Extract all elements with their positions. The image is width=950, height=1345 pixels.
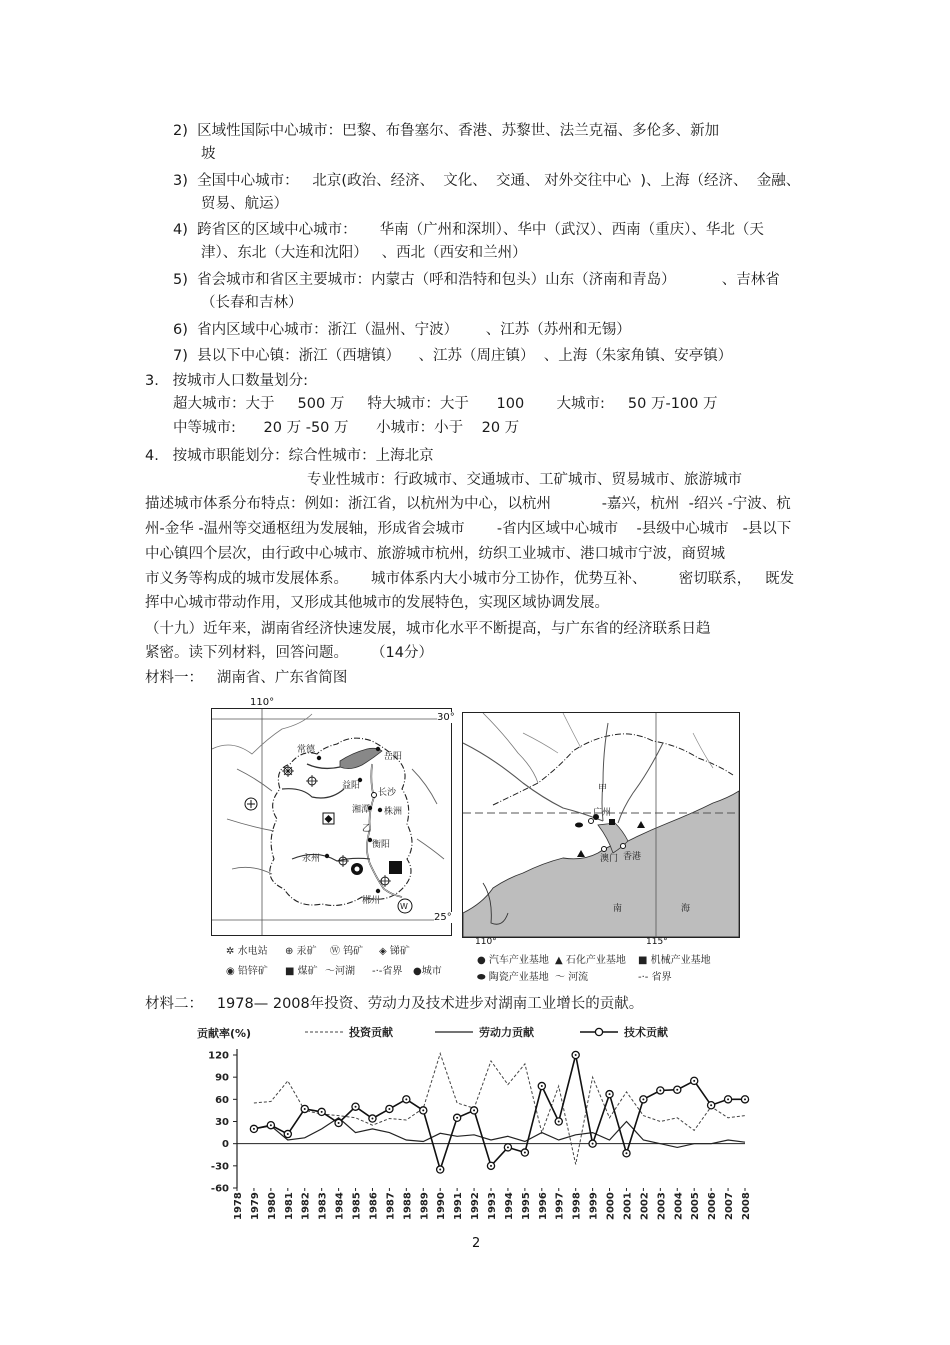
svg-text:W: W bbox=[400, 902, 408, 911]
x-tick-label: 1993 bbox=[487, 1192, 498, 1220]
text-line: 3. 按城市人口数量划分: bbox=[145, 373, 309, 389]
text-line: 描述城市体系分布特点：例如：浙江省，以杭州为中心，以杭州 -嘉兴，杭州 -绍兴 -宁波、杭 bbox=[145, 496, 791, 512]
data-point-center bbox=[270, 1124, 272, 1126]
data-point-center bbox=[473, 1109, 475, 1111]
text-line: 挥中心城市带动作用，又形成其他城市的发展特色，实现区域协调发展。 bbox=[145, 595, 609, 611]
x-tick-label: 1995 bbox=[520, 1192, 532, 1220]
x-tick-label: 1992 bbox=[470, 1192, 482, 1220]
text-line: 5) 省会城市和省区主要城市：内蒙古（呼和浩特和包头）山东（济南和青岛） 、吉林省 bbox=[173, 272, 780, 288]
text-line: 4. 按城市职能划分：综合性城市：上海北京 bbox=[145, 448, 434, 464]
page-number: 2 bbox=[472, 1236, 481, 1251]
x-tick-label: 1998 bbox=[571, 1192, 583, 1220]
lead-zinc-mine-icon bbox=[351, 863, 363, 875]
city-label: 长沙 bbox=[378, 788, 397, 798]
y-tick-label: 0 bbox=[222, 1139, 229, 1151]
coal-mine-icon bbox=[389, 861, 402, 874]
data-point-center bbox=[642, 1098, 644, 1100]
province-boundary-icon: -·- bbox=[638, 972, 649, 983]
x-tick-label: 1981 bbox=[283, 1192, 295, 1220]
hunan-map-lat-top: 30° bbox=[437, 712, 455, 723]
text-line: 材料一： 湖南省、广东省简图 bbox=[145, 670, 348, 686]
petrochemical-industry-icon: ▲ bbox=[555, 955, 563, 966]
x-tick-label: 1991 bbox=[453, 1192, 465, 1220]
text-line: 专业性城市：行政城市、交通城市、工矿城市、贸易城市、旅游城市 bbox=[307, 472, 742, 488]
map-label: 澳门 bbox=[600, 854, 619, 864]
legend-marker bbox=[595, 1028, 602, 1035]
y-tick-label: -30 bbox=[210, 1161, 229, 1173]
map-label: 南 bbox=[613, 904, 623, 914]
x-tick-label: 1985 bbox=[351, 1192, 363, 1220]
hunan-map-lat-bottom: 25° bbox=[434, 912, 452, 923]
text-line: 超大城市：大于 500 万 特大城市：大于 100 大城市: 50 万-100 万 bbox=[173, 396, 718, 412]
guangdong-map-lon-right: 115° bbox=[646, 937, 668, 947]
data-point-center bbox=[253, 1128, 255, 1130]
river-lake-icon: 〜 bbox=[325, 966, 335, 977]
y-tick-label: 90 bbox=[215, 1072, 229, 1084]
data-point-center bbox=[744, 1098, 746, 1100]
city-icon: ● bbox=[413, 966, 422, 977]
data-point-center bbox=[304, 1108, 306, 1110]
mercury-mine-icon bbox=[245, 798, 257, 810]
x-tick-label: 2002 bbox=[639, 1192, 651, 1220]
x-tick-label: 1982 bbox=[300, 1192, 312, 1220]
x-tick-label: 1989 bbox=[419, 1192, 431, 1220]
city-label: 郴州 bbox=[362, 896, 381, 906]
data-point-center bbox=[693, 1080, 695, 1082]
hunan-map-lon-label: 110° bbox=[250, 697, 275, 708]
contribution-chart bbox=[195, 1020, 760, 1230]
antimony-mine-icon bbox=[323, 813, 334, 824]
data-point-center bbox=[676, 1089, 678, 1091]
series-line bbox=[254, 1118, 745, 1148]
data-point-center bbox=[659, 1089, 661, 1091]
hydropower-icon bbox=[306, 775, 318, 787]
data-point-center bbox=[609, 1093, 611, 1095]
text-line: （长春和吉林） bbox=[201, 295, 303, 311]
x-tick-label: 1988 bbox=[402, 1192, 414, 1220]
x-tick-label: 1999 bbox=[588, 1192, 600, 1220]
text-line: 市义务等构成的城市发展体系。 城市体系内大小城市分工协作，优势互补、 密切联系， 既发 bbox=[145, 571, 795, 587]
text-line: 中心镇四个层次，由行政中心城市、旅游城市杭州，纺织工业城市、港口城市宁波，商贸城 bbox=[145, 546, 725, 562]
x-tick-label: 1979 bbox=[249, 1192, 261, 1220]
guangdong-map bbox=[462, 712, 740, 938]
y-tick-label: -60 bbox=[210, 1183, 229, 1195]
antimony-mine-icon: ◈ bbox=[379, 946, 387, 957]
data-point-center bbox=[558, 1121, 560, 1123]
data-point-center bbox=[625, 1152, 627, 1154]
data-point-center bbox=[592, 1143, 594, 1145]
hydropower-icon bbox=[337, 855, 349, 867]
y-tick-label: 60 bbox=[215, 1094, 229, 1106]
legend-label: 技术贡献 bbox=[624, 1026, 668, 1039]
x-tick-label: 2007 bbox=[724, 1192, 736, 1220]
x-tick-label: 1987 bbox=[385, 1192, 397, 1220]
machinery-industry-icon: ■ bbox=[638, 955, 648, 966]
text-line: 贸易、航运） bbox=[201, 196, 288, 212]
province-boundary-icon: -·- bbox=[372, 966, 383, 977]
tungsten-mine-icon: Ⓦ bbox=[330, 946, 340, 957]
river-icon: 〜 bbox=[555, 972, 565, 983]
city-label: 常德 bbox=[297, 745, 316, 755]
data-point-center bbox=[727, 1098, 729, 1100]
map-label: 广州 bbox=[593, 808, 612, 818]
mercury-mine-icon: ⊕ bbox=[285, 946, 294, 957]
text-line: 州-金华 -温州等交通枢纽为发展轴，形成省会城市 -省内区域中心城市 -县级中心城市 -县以下 bbox=[145, 521, 792, 537]
city-label: 岳阳 bbox=[384, 752, 403, 762]
x-tick-label: 2005 bbox=[690, 1192, 702, 1220]
data-point-center bbox=[371, 1118, 373, 1120]
text-line: 3) 全国中心城市： 北京(政治、经济、 文化、 交通、 对外交往中心 )、上海（经济、 金融、 bbox=[173, 173, 801, 189]
data-point-center bbox=[422, 1109, 424, 1111]
x-tick-label: 2004 bbox=[673, 1192, 685, 1220]
city-label: 永州 bbox=[302, 854, 321, 864]
auto-industry-icon: ● bbox=[477, 955, 486, 966]
data-point-center bbox=[541, 1085, 543, 1087]
text-line: 坡 bbox=[201, 146, 216, 162]
city-label: 株洲 bbox=[384, 807, 403, 817]
text-line: 中等城市: 20 万 -50 万 小城市：小于 20 万 bbox=[173, 420, 520, 436]
ceramics-industry-icon: ⬬ bbox=[477, 972, 486, 983]
guangdong-map-lon-left: 110° bbox=[475, 937, 497, 947]
text-line: 2) 区域性国际中心城市：巴黎、布鲁塞尔、香港、苏黎世、法兰克福、多伦多、新加 bbox=[173, 123, 720, 139]
x-tick-label: 1983 bbox=[317, 1192, 329, 1220]
data-point-center bbox=[388, 1108, 390, 1110]
tungsten-mine-icon bbox=[398, 899, 412, 913]
y-axis-label: 贡献率(%) bbox=[197, 1027, 252, 1040]
x-tick-label: 2003 bbox=[656, 1192, 668, 1220]
data-point-center bbox=[439, 1169, 441, 1171]
y-tick-label: 120 bbox=[208, 1050, 229, 1062]
x-tick-label: 1997 bbox=[554, 1192, 566, 1220]
hydropower-icon: ✲ bbox=[226, 946, 235, 957]
map-label: 香港 bbox=[623, 852, 642, 862]
x-tick-label: 1990 bbox=[436, 1192, 448, 1220]
text-line: 4) 跨省区的区域中心城市： 华南（广州和深圳）、华中（武汉）、西南（重庆）、华北（天 bbox=[173, 222, 764, 238]
y-tick-label: 30 bbox=[215, 1117, 229, 1128]
data-point-center bbox=[321, 1111, 323, 1113]
text-line: 津）、东北（大连和沈阳） 、西北（西安和兰州） bbox=[201, 245, 527, 261]
x-tick-label: 1986 bbox=[368, 1192, 380, 1220]
map-label: 甲 bbox=[598, 784, 608, 794]
legend-label: 劳动力贡献 bbox=[479, 1026, 534, 1039]
map-label: 海 bbox=[681, 904, 691, 914]
text-line: 材料二： 1978— 2008年投资、劳动力及技术进步对湖南工业增长的贡献。 bbox=[145, 996, 644, 1012]
city-label: 衡阳 bbox=[372, 840, 391, 850]
x-tick-label: 1994 bbox=[503, 1192, 515, 1220]
text-line: 紧密。读下列材料，回答问题。 （14分） bbox=[145, 645, 433, 661]
text-line: （十九）近年来，湖南省经济快速发展，城市化水平不断提高，与广东省的经济联系日趋 bbox=[145, 621, 711, 637]
x-tick-label: 2006 bbox=[707, 1192, 719, 1220]
data-point-center bbox=[287, 1133, 289, 1135]
data-point-center bbox=[710, 1104, 712, 1106]
hunan-map bbox=[211, 708, 452, 936]
x-tick-label: 1978 bbox=[233, 1192, 244, 1220]
x-tick-label: 1996 bbox=[537, 1192, 549, 1220]
x-tick-label: 1984 bbox=[334, 1192, 346, 1220]
legend-label: 投资贡献 bbox=[349, 1026, 393, 1039]
data-point-center bbox=[490, 1165, 492, 1167]
hunan-map-drawing bbox=[212, 709, 451, 935]
data-point-center bbox=[507, 1146, 509, 1148]
data-point-center bbox=[524, 1152, 526, 1154]
text-line: 7) 县以下中心镇：浙江（西塘镇） 、江苏（周庄镇） 、上海（朱家角镇、安亭镇） bbox=[173, 348, 733, 364]
x-tick-label: 2000 bbox=[605, 1192, 617, 1220]
data-point-center bbox=[405, 1098, 407, 1100]
x-tick-label: 1980 bbox=[266, 1192, 278, 1220]
lead-zinc-mine-icon: ◉ bbox=[226, 966, 235, 977]
city-label: 湘潭 bbox=[352, 805, 371, 815]
guangdong-map-drawing bbox=[463, 713, 739, 937]
data-point-center bbox=[338, 1122, 340, 1124]
city-label: 益阳 bbox=[342, 781, 361, 791]
data-point-center bbox=[355, 1106, 357, 1108]
x-tick-label: 2008 bbox=[741, 1192, 752, 1220]
text-line: 6) 省内区域中心城市：浙江（温州、宁波） 、江苏（苏州和无锡） bbox=[173, 322, 631, 338]
city-label: 乙 bbox=[362, 824, 372, 834]
series-line bbox=[254, 1054, 745, 1165]
data-point-center bbox=[456, 1117, 458, 1119]
coal-mine-icon: ■ bbox=[285, 966, 295, 977]
data-point-center bbox=[575, 1054, 577, 1056]
x-tick-label: 2001 bbox=[622, 1192, 634, 1220]
